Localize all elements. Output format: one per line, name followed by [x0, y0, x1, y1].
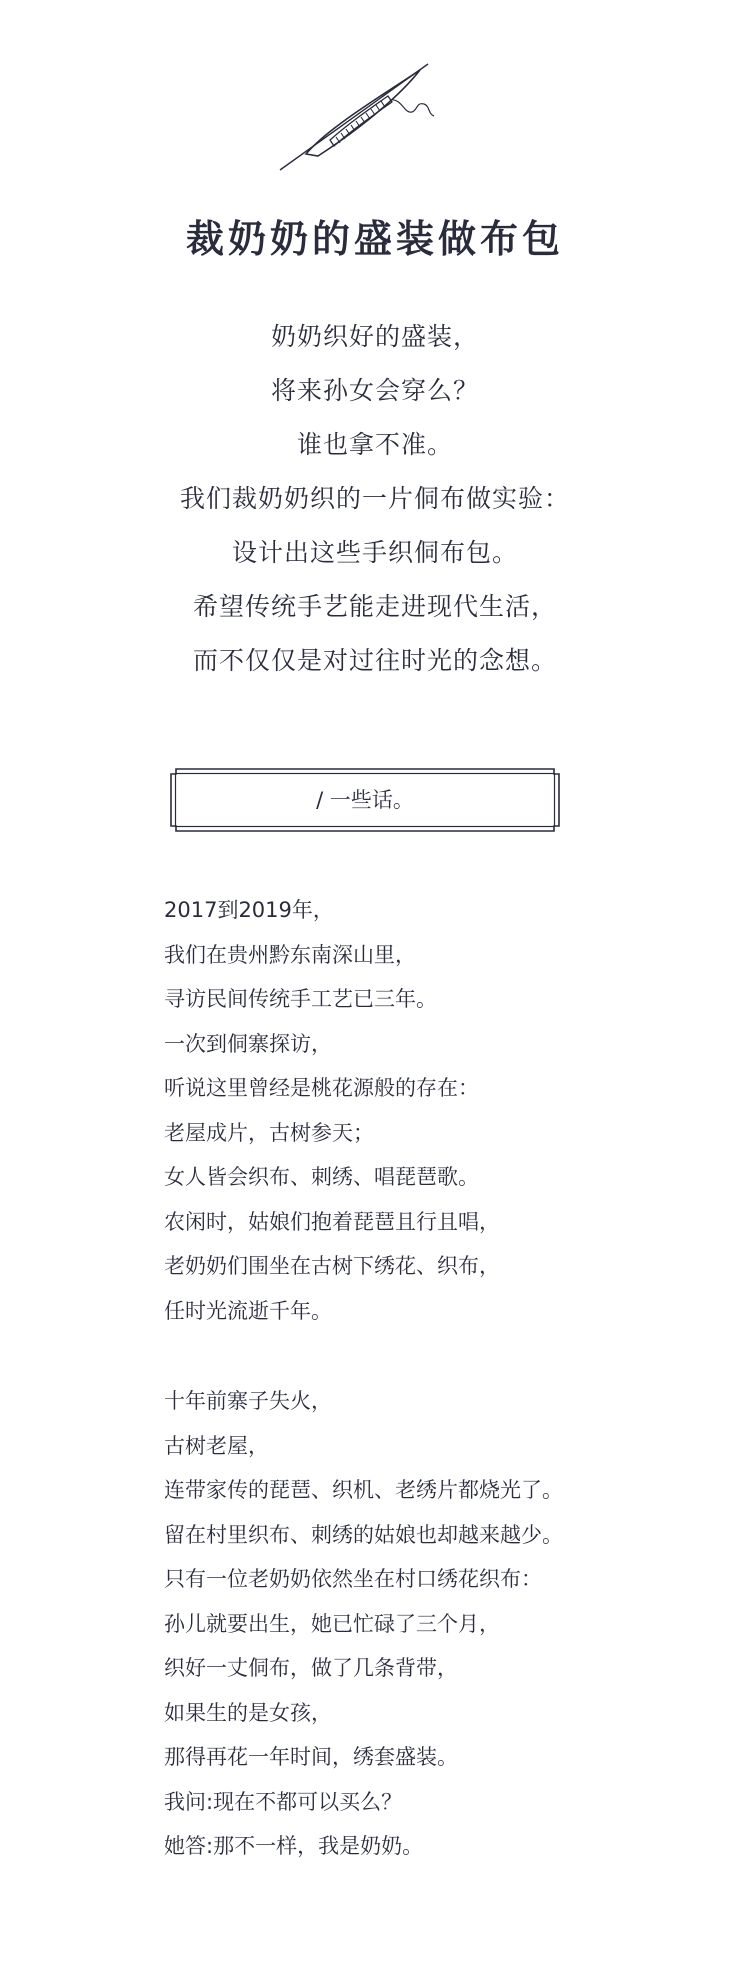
body-line: 女人皆会织布、刺绣、唱琵琶歌。: [164, 1165, 479, 1189]
poem-line: 希望传统手艺能走进现代生活，: [192, 592, 557, 621]
body-line: 孙儿就要出生，她已忙碌了三个月，: [164, 1611, 500, 1636]
shuttle-weaving-tool-icon: [278, 58, 448, 178]
paragraph: [164, 1379, 684, 1869]
body-line: 如果生的是女孩，: [164, 1700, 332, 1725]
poem-line: 将来孙女会穿么？: [270, 376, 479, 405]
body-line: 寻访民间传统手工艺已三年。: [164, 987, 437, 1011]
article-body: [164, 888, 684, 1915]
body-line: 我们在贵州黔东南深山里，: [164, 942, 416, 967]
body-line: 老屋成片，古树参天；: [164, 1120, 374, 1145]
body-line: 我问:现在不都可以买么？: [164, 1789, 403, 1814]
paragraph: [164, 888, 684, 1333]
body-line: 古树老屋，: [164, 1433, 269, 1458]
body-line: 一次到侗寨探访，: [164, 1031, 332, 1056]
intro-poem: [0, 310, 750, 688]
shuttle-logo-graphic: [278, 58, 448, 178]
body-line: 听说这里曾经是桃花源般的存在：: [164, 1076, 479, 1100]
poem-line: 而不仅仅是对过往时光的念想。: [192, 646, 557, 675]
article-title: 裁奶奶的盛装做布包: [185, 216, 564, 261]
section-header-frame: [170, 768, 560, 832]
poem-line: 谁也拿不准。: [296, 430, 453, 459]
body-line: 老奶奶们围坐在古树下绣花、织布，: [164, 1254, 500, 1278]
body-line: 织好一丈侗布，做了几条背带，: [164, 1656, 458, 1680]
body-line: 留在村里织布、刺绣的姑娘也却越来越少。: [164, 1522, 563, 1547]
body-line: 她答:那不一样，我是奶奶。: [164, 1834, 424, 1858]
body-line: 那得再花一年时间，绣套盛装。: [164, 1745, 458, 1769]
poem-line: 奶奶织好的盛装，: [270, 322, 479, 351]
body-line: 只有一位老奶奶依然坐在村口绣花织布：: [164, 1567, 542, 1591]
section-heading: / 一些话。: [316, 788, 414, 812]
poem-line: 设计出这些手织侗布包。: [231, 538, 518, 567]
body-line: 十年前寨子失火，: [164, 1389, 332, 1413]
body-line: 连带家传的琵琶、织机、老绣片都烧光了。: [164, 1478, 563, 1502]
body-line: 2017到2019年，: [164, 898, 334, 922]
body-line: 任时光流逝千年。: [164, 1298, 332, 1323]
poem-line: 我们裁奶奶织的一片侗布做实验：: [179, 484, 570, 513]
body-line: 农闲时，姑娘们抱着琵琶且行且唱，: [164, 1209, 500, 1234]
